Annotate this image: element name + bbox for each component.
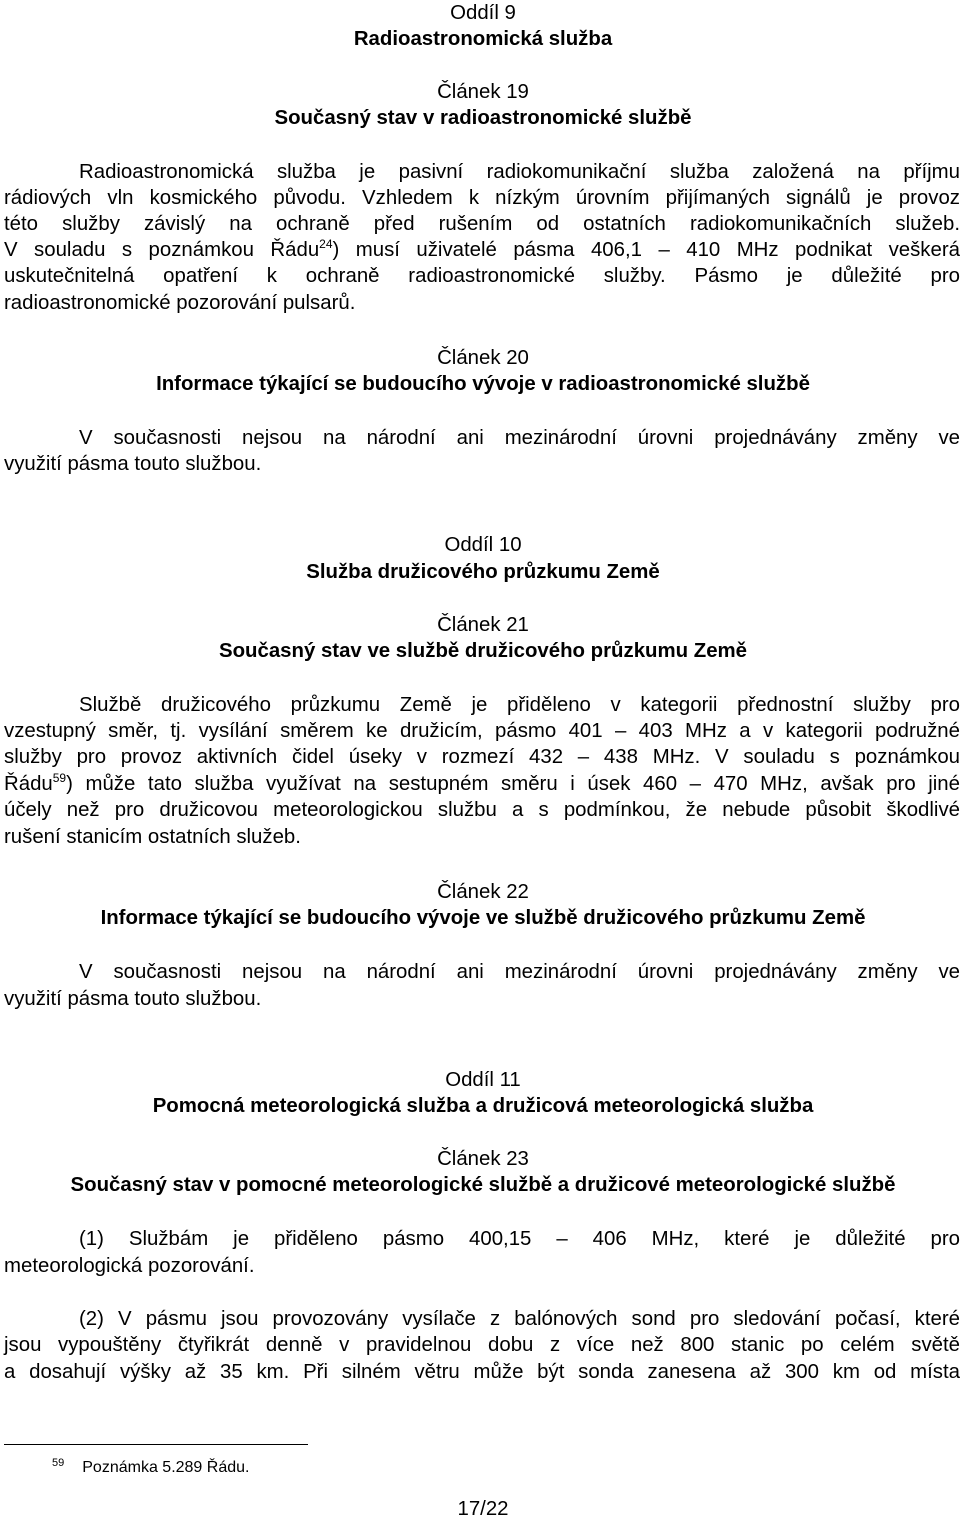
footnote-ref-24: 24 xyxy=(319,237,333,251)
article-23-paragraph-1-line: (1) Službám je přiděleno pásmo 400,15 – 406 MHz, které je důležité pro xyxy=(79,1228,960,1250)
article-21-text-line: účely než pro družicovou meteorologickou službu a s podmínkou, že nebude působit škodlivé xyxy=(4,799,960,821)
footnote xyxy=(52,1458,249,1479)
article-23-paragraph-2-line: jsou vypouštěny čtyřikrát denně v pravidelnou dobu z více než 800 stanic po celém světě xyxy=(4,1334,960,1356)
article-22-title: Článek 22 xyxy=(437,881,529,903)
section-11-subtitle: Pomocná meteorologická služba a družicová meteorologická služba xyxy=(152,1095,814,1117)
section-9-subtitle: Radioastronomická služba xyxy=(353,28,613,50)
article-22-text-line: využití pásma touto službou. xyxy=(4,988,262,1010)
article-21-text-line: Službě družicového průzkumu Země je přiděleno v kategorii přednostní služby pro xyxy=(79,694,960,716)
article-19-text-line: této služby závislý na ochraně před rušením od ostatních radiokomunikačních služeb. xyxy=(4,213,960,235)
article-19-text-line: uskutečnitelná opatření k ochraně radioastronomické služby. Pásmo je důležité pro xyxy=(4,265,960,287)
footnote-separator xyxy=(4,1444,308,1445)
article-21-text-line: služby pro provoz aktivních čidel úseky v rozmezí 432 – 438 MHz. V souladu s poznámkou xyxy=(4,746,960,768)
article-21-text-line: rušení stanicím ostatních služeb. xyxy=(4,826,301,848)
article-23-paragraph-2-line: a dosahují výšky až 35 km. Při silném větru může být sonda zanesena až 300 km od místa xyxy=(4,1361,960,1383)
article-23-paragraph-1-line: meteorologická pozorování. xyxy=(4,1255,255,1277)
ref-text-before: Řádu xyxy=(4,773,53,795)
article-20-subtitle: Informace týkající se budoucího vývoje v radioastronomické službě xyxy=(156,373,810,395)
article-21-text-line: vzestupný směr, tj. vysílání směrem ke družicím, pásmo 401 – 403 MHz a v kategorii podružné xyxy=(4,720,960,742)
article-19-text-line xyxy=(4,237,960,263)
page-number: 17/22 xyxy=(457,1498,509,1520)
article-19-title: Článek 19 xyxy=(437,81,529,103)
article-20-text-line: V současnosti nejsou na národní ani mezinárodní úrovni projednávány změny ve xyxy=(79,427,960,449)
section-10-subtitle: Služba družicového průzkumu Země xyxy=(306,561,660,583)
section-11-title: Oddíl 11 xyxy=(445,1069,521,1091)
article-21-text-line xyxy=(4,771,960,797)
footnote-ref-59: 59 xyxy=(52,771,67,785)
footnote-text: Poznámka 5.289 Řádu. xyxy=(82,1459,250,1476)
article-23-paragraph-2-line: (2) V pásmu jsou provozovány vysílače z balónových sond pro sledování počasí, které xyxy=(79,1308,960,1330)
article-21-subtitle: Současný stav ve službě družicového průzkumu Země xyxy=(218,640,748,662)
article-19-text-line: radioastronomické pozorování pulsarů. xyxy=(4,292,356,314)
section-10-title: Oddíl 10 xyxy=(444,534,522,556)
ref-text-after: ) může tato služba využívat na sestupném směru i úsek 460 – 470 MHz, avšak pro jiné xyxy=(66,773,960,795)
section-9-title: Oddíl 9 xyxy=(450,2,516,24)
ref-text-after: ) musí uživatelé pásma 406,1 – 410 MHz podnikat veškerá xyxy=(332,239,960,261)
footnote-number: 59 xyxy=(52,1457,65,1469)
article-22-subtitle: Informace týkající se budoucího vývoje ve službě družicového průzkumu Země xyxy=(100,907,866,929)
article-20-text-line: využití pásma touto službou. xyxy=(4,453,262,475)
article-23-subtitle: Současný stav v pomocné meteorologické službě a družicové meteorologické službě xyxy=(70,1174,896,1196)
article-21-title: Článek 21 xyxy=(437,614,529,636)
article-20-title: Článek 20 xyxy=(437,347,529,369)
article-19-subtitle: Současný stav v radioastronomické službě xyxy=(274,107,692,129)
article-22-text-line: V současnosti nejsou na národní ani mezinárodní úrovni projednávány změny ve xyxy=(79,961,960,983)
ref-text-before: V souladu s poznámkou Řádu xyxy=(4,239,320,261)
article-19-text-line: rádiových vln kosmického původu. Vzhledem k nízkým úrovním přijímaných signálů je provoz xyxy=(4,187,960,209)
article-19-text-line: Radioastronomická služba je pasivní radiokomunikační služba založená na příjmu xyxy=(79,161,960,183)
article-23-title: Článek 23 xyxy=(437,1148,529,1170)
